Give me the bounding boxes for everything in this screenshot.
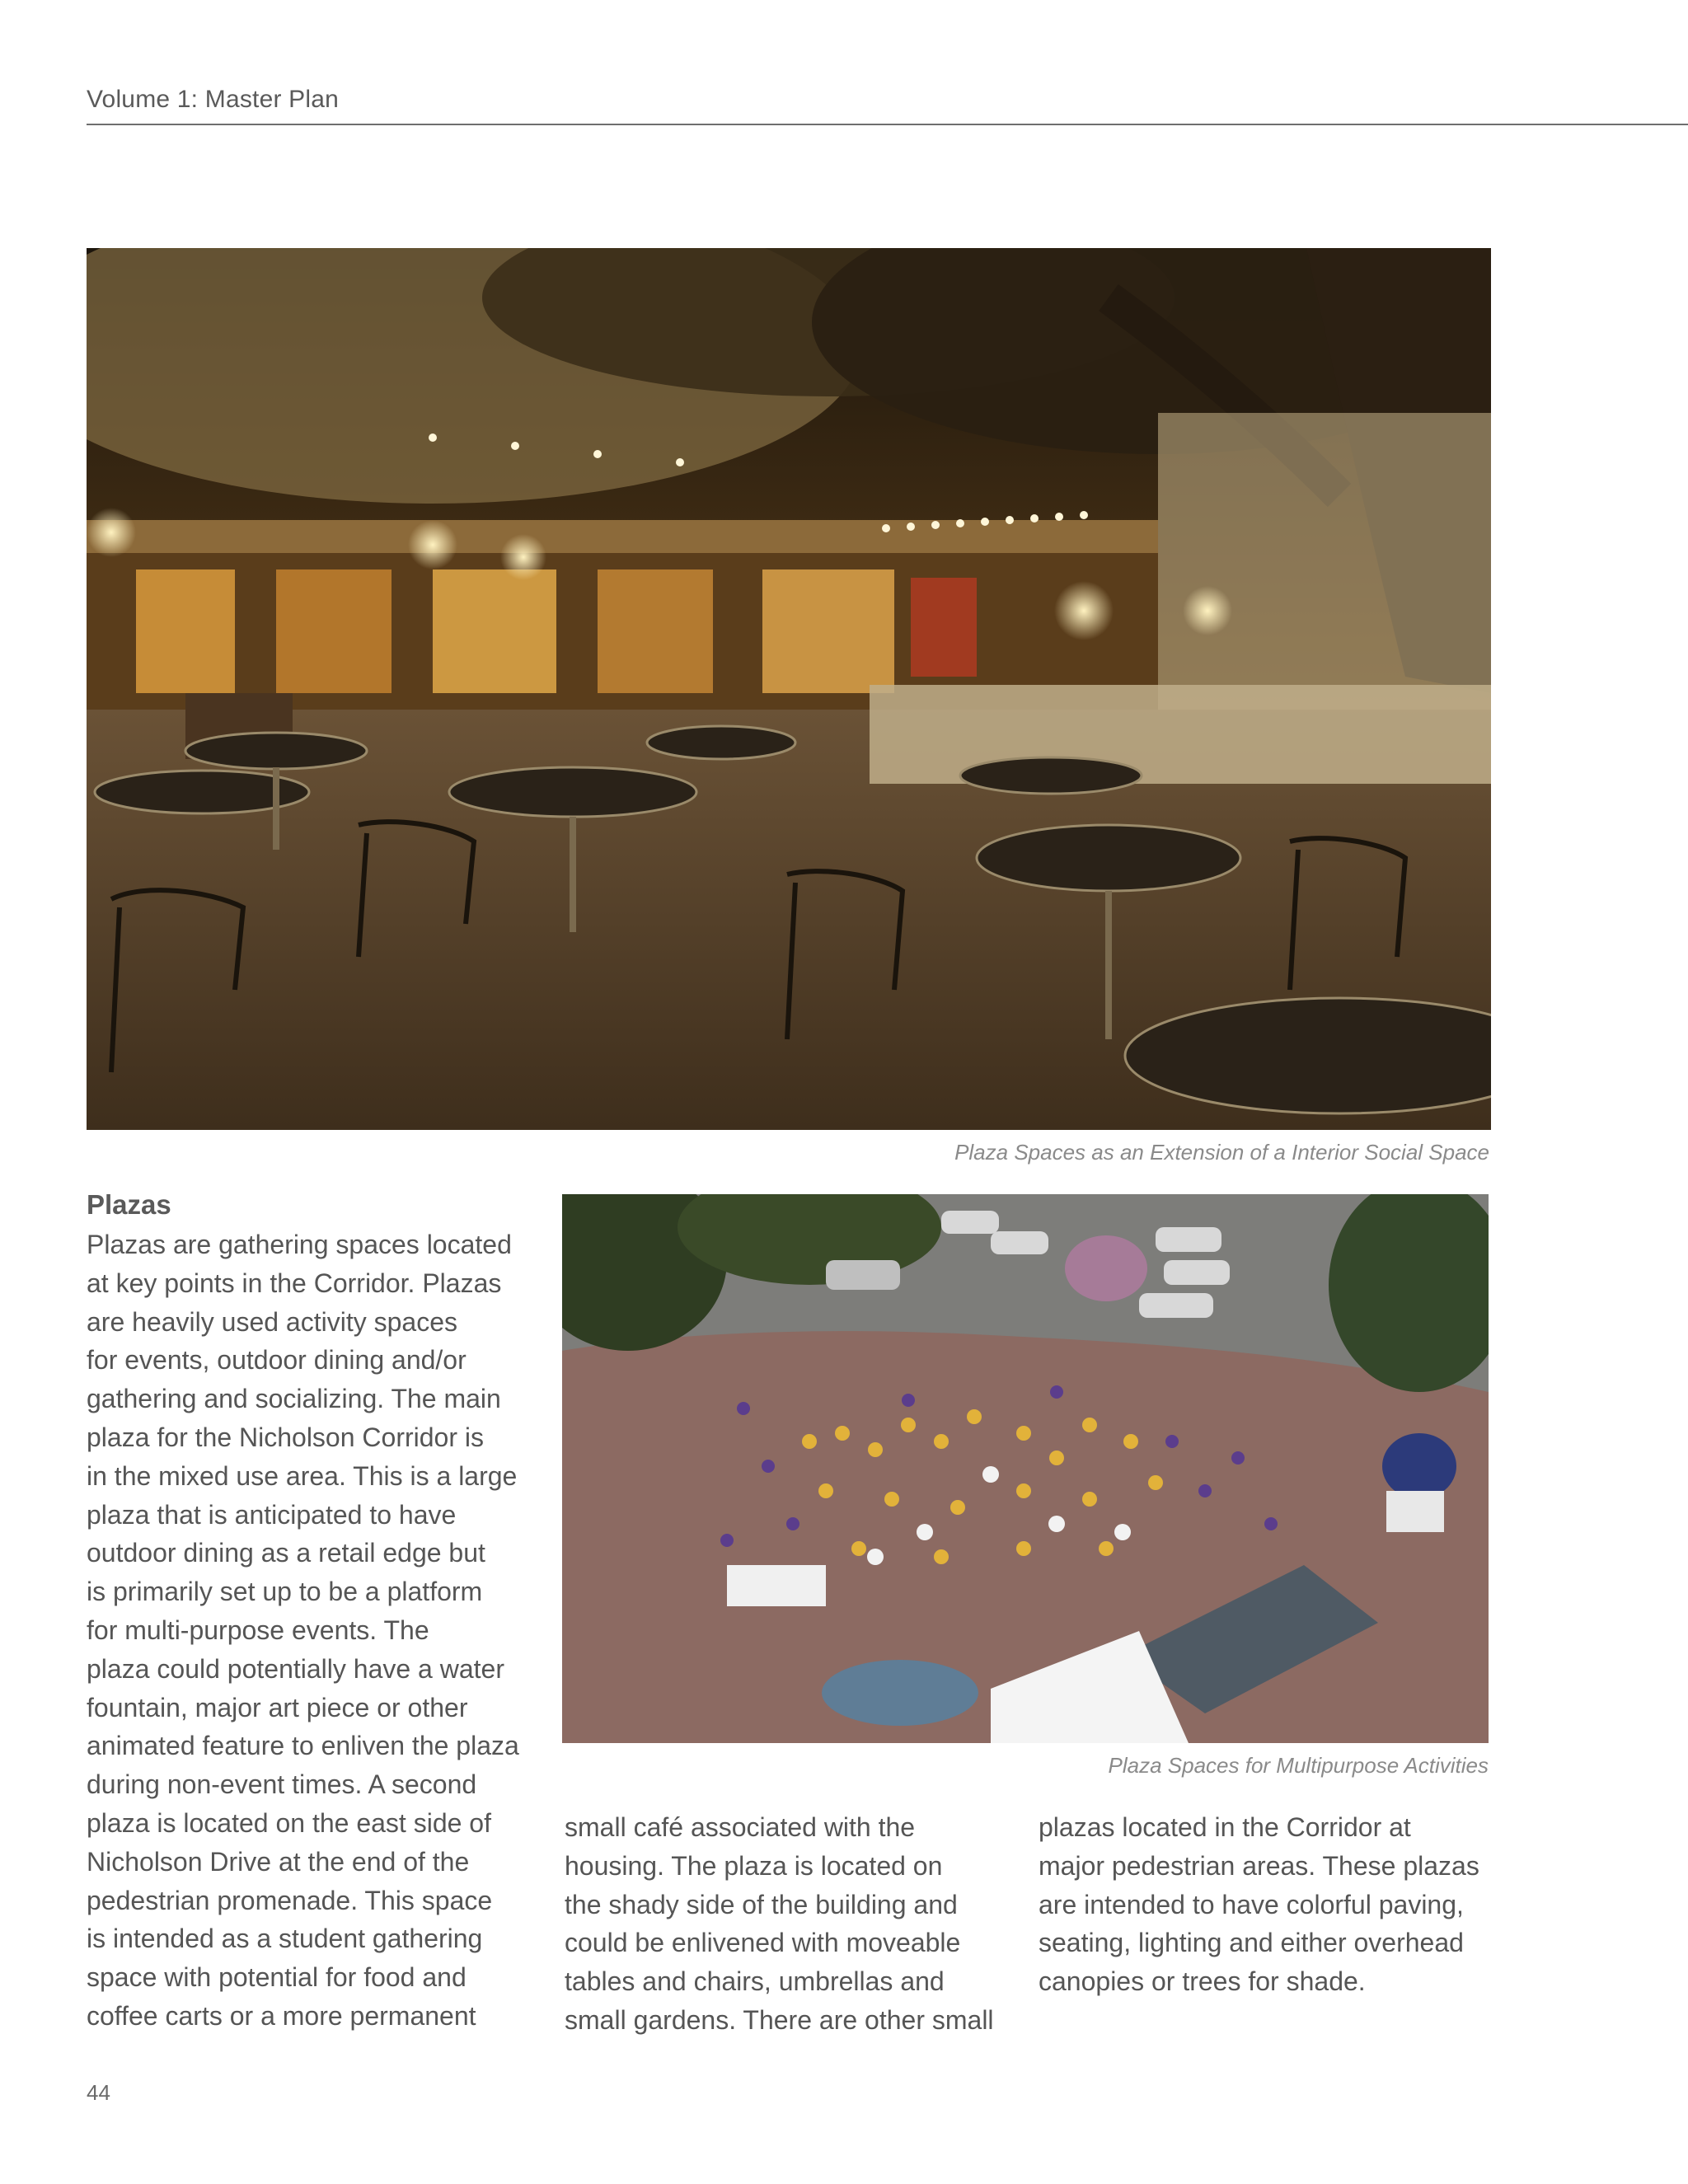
text-line: plaza that is anticipated to have — [87, 1499, 457, 1530]
text-line: space with potential for food and — [87, 1962, 467, 1993]
text-line: is intended as a student gathering — [87, 1924, 483, 1954]
text-line: Plazas are gathering spaces located — [87, 1230, 512, 1259]
text-line: is primarily set up to be a platform — [87, 1577, 483, 1607]
header-rule — [87, 124, 1688, 125]
text-line: major pedestrian areas. These plazas — [1039, 1850, 1479, 1881]
text-line: plaza is located on the east side of — [87, 1807, 491, 1838]
text-line: during non-event times. A second — [87, 1769, 477, 1800]
text-line: could be enlivened with moveable — [565, 1928, 961, 1958]
text-line: tables and chairs, umbrellas and — [565, 1966, 945, 1997]
text-line: for events, outdoor dining and/or — [87, 1345, 467, 1376]
photo-2-caption: Plaza Spaces for Multipurpose Activities — [1108, 1753, 1489, 1778]
text-line: small gardens. There are other small — [565, 2004, 994, 2035]
photo-1-caption: Plaza Spaces as an Extension of a Interior Social Space — [954, 1140, 1489, 1165]
body-column-1 — [87, 1226, 548, 2036]
plaza-night-cafe-photo — [87, 248, 1491, 1130]
text-line: are intended to have colorful paving, — [1039, 1889, 1464, 1919]
text-line: the shady side of the building and — [565, 1889, 958, 1919]
text-line: in the mixed use area. This is a large — [87, 1460, 518, 1491]
text-line: plaza could potentially have a water — [87, 1653, 504, 1684]
text-line: animated feature to enliven the plaza — [87, 1731, 519, 1761]
text-line: canopies or trees for shade. — [1039, 1966, 1366, 1997]
text-line: small café associated with the — [565, 1812, 916, 1842]
text-line: seating, lighting and either overhead — [1039, 1928, 1464, 1958]
body-column-3 — [1039, 1808, 1500, 2001]
text-line: Nicholson Drive at the end of the — [87, 1846, 470, 1877]
text-line: outdoor dining as a retail edge but — [87, 1538, 485, 1568]
text-line: housing. The plaza is located on — [565, 1850, 943, 1881]
text-line: coffee carts or a more permanent — [87, 2000, 476, 2031]
page-number: 44 — [87, 2080, 110, 2105]
text-line: are heavily used activity spaces — [87, 1306, 457, 1337]
plaza-marching-band-photo — [562, 1194, 1489, 1743]
text-line: plazas located in the Corridor at — [1039, 1812, 1411, 1842]
text-line: fountain, major art piece or other — [87, 1692, 468, 1722]
text-line: plaza for the Nicholson Corridor is — [87, 1422, 484, 1452]
section-heading: Plazas — [87, 1189, 171, 1220]
text-line: for multi-purpose events. The — [87, 1615, 429, 1645]
text-line: at key points in the Corridor. Plazas — [87, 1268, 502, 1298]
running-head: Volume 1: Master Plan — [87, 86, 340, 113]
text-line: gathering and socializing. The main — [87, 1384, 501, 1414]
body-column-2 — [565, 1808, 1026, 2040]
text-line: pedestrian promenade. This space — [87, 1885, 493, 1915]
